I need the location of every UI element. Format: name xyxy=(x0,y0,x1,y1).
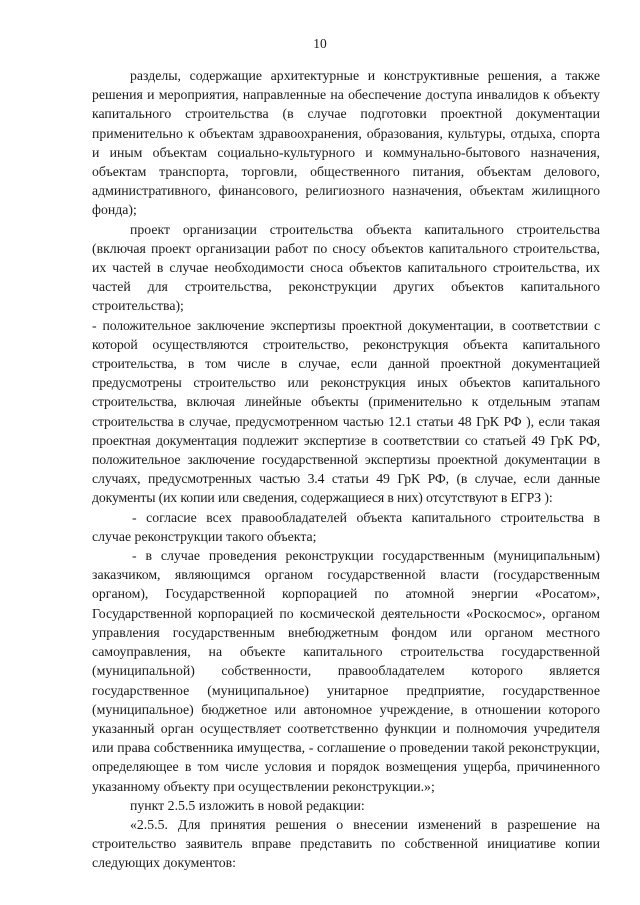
paragraph-new-edition-note: пункт 2.5.5 изложить в новой редакции: xyxy=(130,797,365,813)
paragraph-owners-consent: - согласие всех правообладателей объекта капитального строительства в случае реконструкции такого объекта; xyxy=(92,509,600,544)
paragraph-construction-project: проект организации строительства объекта капитального строительства (включая проект организации работ по сносу объектов капитального строительства, их частей в случае необходимости сноса объектов капитального строительства, их частей для строительства, реконструкции других объектов капитального строительства); xyxy=(92,221,600,314)
document-body xyxy=(92,66,600,873)
paragraph-reconstruction-agreement: - в случае проведения реконструкции государственным (муниципальным) заказчиком, являющимся органом государственной власти (государственным органом), Государственной корпорацией по атомной энергии «Росатом», Государственной корпорацией по космической деятельности «Роскосмос», органом управления государственным внебюджетным фондом или органом местного самоуправления, на объекте капитального строительства государственной (муниципальной) собственности, правообладателем которого является государственное (муниципальное) унитарное предприятие, государственное (муниципальное) бюджетное или автономное учреждение, в отношении которого указанный орган осуществляет соответственно функции и полномочия учредителя или права собственника имущества, - соглашение о проведении такой реконструкции, определяющее в том числе условия и порядок возмещения ущерба, причиненного указанному объекту при осуществлении реконструкции.»; xyxy=(92,548,600,794)
page-number: 10 xyxy=(313,36,327,51)
paragraph-architectural-sections: разделы, содержащие архитектурные и конструктивные решения, а также решения и мероприятия, направленные на обеспечение доступа инвалидов к объекту капитального строительства (в случае подготовки проектной документации применительно к объектам здравоохранения, образования, культуры, отдыха, спорта и иным объектам социально-культурного и коммунально-бытового назначения, объектам транспорта, торговли, общественного питания, объектам делового, административного, финансового, религиозного назначения, объектам жилищного фонда); xyxy=(92,68,600,218)
paragraph-item-2-5-5: «2.5.5. Для принятия решения о внесении изменений в разрешение на строительство заявитель вправе представить по собственной инициативе копии следующих документов: xyxy=(92,816,600,871)
paragraph-expertise-conclusion: - положительное заключение экспертизы проектной документации, в соответствии с которой осуществляются строительство, реконструкция объекта капитального строительства, в том числе в случае, если данной проектной документацией предусмотрены строительство или реконструкция иных объектов капитального строительства, включая линейные объекты (применительно к отдельным этапам строительства в случае, предусмотренном частью 12.1 статьи 48 ГрК РФ ), если такая проектная документация подлежит экспертизе в соответствии со статьей 49 ГрК РФ, положительное заключение государственной экспертизы проектной документации в случаях, предусмотренных частью 3.4 статьи 49 ГрК РФ, (в случае, если данные документы (их копии или сведения, содержащиеся в них) отсутствуют в ЕГРЗ ): xyxy=(92,317,600,506)
